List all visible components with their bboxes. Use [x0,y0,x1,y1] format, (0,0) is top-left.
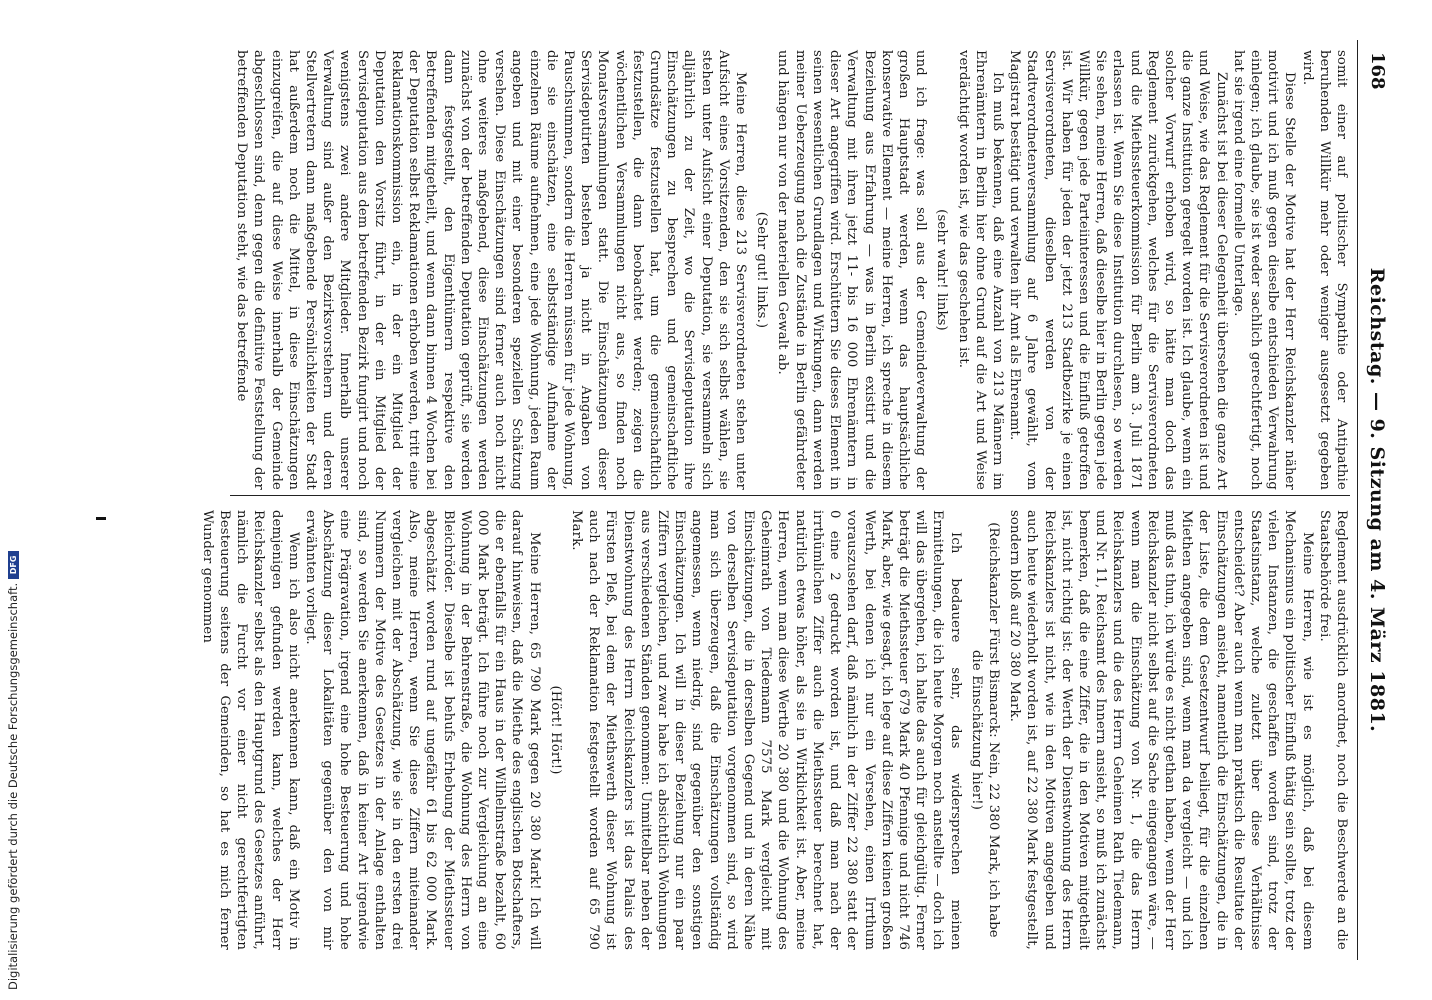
column-divider [230,495,1350,496]
page-number: 168 [1367,52,1388,90]
paragraph: somit einer auf politischer Sympathie oder Antipathie beruhenden Willkür mehr oder weniger ausgesetzt gegeben wird. [1299,50,1349,490]
page-title: Reichstag. — 9. Sitzung am 4. März 1881. [1366,267,1388,733]
page-header [1357,40,1392,960]
interjection: (Sehr gut! links.) [754,211,770,329]
footer-text: Digitalisierung gefördert durch die Deutsche Forschungsgemeinschaft. [6,582,20,990]
digitization-footer [6,551,20,990]
left-column [233,50,1350,490]
paragraph: Ich bedauere sehr, das widersprechen meinen Ermittelungen, die ich heute Morgen noch anstellte — doch ich will das übergehen, ich halte das auch für gleichgültig. Ferner beträgt die Miethssteuer 679 Mark 40 Pfennige und nicht 746 Mark, aber, wie gesagt, ich lege auf diese Ziffern keinen großen Werth, bei denen ich nur ein Versehen, einen Irrthum vorauszusehen darf, daß nämlich in der Ziffer 22 380 statt der 0 eine 2 gedruckt worden ist, und daß man nach der irrthümlichen Ziffer auch die Miethssteuer berechnet hat, natürlich etwas höher, als sie in Wirklichkeit ist. Aber, meine Herren, wenn man diese Werthe 20 380 und die Wohnung des Geheimrath von Tiedemann 7575 Mark vergleicht mit Einschätzungen, die in derselben Gegend und in deren Nähe von derselben Servisdeputation vorgenommen sind, so wird man sich überzeugen, daß die Einschätzungen vollständig angemessen, wenn niedrig, sind gegenüber den sonstigen Einschätzungen. Ich will in dieser Beziehung nur ein paar Ziffern vergleichen, und zwar habe ich absichtlich Wohnungen aus verschiedenen Ständen genommen: Unmittelbar neben der Dienstwohnung des Herrn Reichskanzlers ist das Palais des Fürsten Pleß, bei dem der Miethswerth dieser Wohnung ist auch nach der Reklamation festgestellt worden auf 65 790 Mark. [569,510,963,950]
paragraph: und ich frage: was soll aus der Gemeindeverwaltung der großen Hauptstadt werden, wenn das hauptsächliche konservative Element — meine Herren, ich spreche in diesem Beziehung aus Erfahrung — was in Berlin existirt und die Verwaltung mit ihren jetzt 11- bis 16 000 Ehrenämtern in dieser Art angegriffen wird. Erschüttern Sie dieses Element in seinen wesentlichen Grundlagen und Wirkungen, dann werden meiner Ueberzeugung nach die Zustände in Berlin gefährdeter und hängen nur von der materiellen Gewalt ab. [775,50,929,490]
right-column [199,510,1350,950]
paragraph: Zunächst ist bei dieser Gelegenheit übersehen die ganze Art und Weise, wie das Reglement für die Servisverordneten ist und die ganze Institution geregelt worden ist. Ich glaube, wenn ein solcher Vorwurf erhoben wird, so hätte man doch das Reglement zurückgehen, welches für die Servisverordneten und die Miethssteuerkommission für Berlin am 3. Juli 1871 erlassen ist. Wenn Sie diese Institution durchlesen, so werden Sie sehen, meine Herren, daß dieselbe hier in Berlin gegen jede Willkür, gegen jede Parteiinteressen und die Einfluß getroffen ist. Wir haben für jeden der jetzt 213 Stadtbezirke je einen Servisverordneten, dieselben werden von der Stadtverordnetenversammlung auf 6 Jahre gewählt, vom Magistrat bestätigt und verwalten ihr Amt als Ehrenamt. [1007,50,1229,490]
rotated-page [82,40,1392,960]
paragraph: Ich muß bekennen, daß eine Anzahl von 213 Männern im Ehrenämtern in Berlin hier ohne Grund auf die Art und Weise verdächtigt worden ist, wie das geschehen ist. [955,50,1005,490]
paragraph: Diese Stelle der Motive hat der Herr Reichskanzler näher motivirt und ich muß gegen dieselbe entschieden Verwahrung einlegen; ich glaube, sie ist weder sachlich gerechtfertigt, noch hat sie irgend eine formelle Unterlage. [1230,50,1298,490]
interjection: (sehr wahr! links) [934,209,950,331]
paragraph: Meine Herren, wie ist es möglich, daß bei diesem Mechanismus ein politischer Einfluß thätig sein sollte, trotz der vielen Instanzen, die geschaffen worden sind, trotz der Staatsinstanz, welche zuletzt über diese Verhältnisse entscheidet? Aber auch wenn man praktisch die Resultate der Einschätzungen ansieht, namentlich die Einschätzungen, die in der Liste, die dem Gesetzentwurf beiliegt, für die einzelnen Miethen angegeben sind, wenn man da vergleicht — und ich muß das thun, ich würde es nicht gethan haben, wenn der Herr Reichskanzler nicht selbst auf die Sache eingegangen wäre, — wenn man die Einschätzung von Nr. 1, die das Herrn Reichskanzlers und die des Herrn Geheimen Rath Tiedemann, und Nr. 11, Reichsamt des Innern ansieht, so muß ich zunächst bemerken, daß die eine Ziffer, die in den Motiven mitgetheilt ist, nicht richtig ist: der Werth der Dienstwohnung des Herrn Reichskanzlers ist nicht, wie in den Motiven angegeben und auch heute wiederholt worden ist, auf 22 380 Mark festgestellt, sondern bloß auf 20 380 Mark. [1007,510,1315,950]
paragraph: Meine Herren, diese 213 Servisverordneten stehen unter Aufsicht eines Vorsitzenden, den sie sich selbst wählen, sie stehen unter Aufsicht einer Deputation, sie versammeln sich alljährlich zu der Zeit, wo die Servisdeputation ihre Einschätzungen zu besprechen und gemeinschaftliche Grundsätze festzustellen hat, um die gemeinschaftlich festzustellen, die dann beobachtet werden; zeigen die wöchentlichen Versammlungen nicht aus, so finden noch Monatsversammlungen statt. Die Einschätzungen dieser Servisdeputirten bestehen ja nicht in Angaben von Pauschsummen, sondern die Herren müssen für jede Wohnung, die sie einschätzen, eine selbstständige Aufnahme der einzelnen Räume aufnehmen, eine jede Wohnung, jeden Raum angeben und mit einer besonderen speziellen Schätzung versehen. Diese Einschätzungen sind ferner auch noch nicht ohne weiteres maßgebend, diese Einschätzungen werden zunächst von der betreffenden Deputation geprüft, sie werden dann festgestellt, den Eigenthümern respektive den Betreffenden mitgetheilt, und wenn dann binnen 4 Wochen bei der Deputation selbst Reklamationen erhoben werden, tritt eine Reklamationskommission ein, in der ein Mitglied der Deputation den Vorsitz führt, in der ein Mitglied der Servisdeputation aus dem betreffenden Bezirk fungirt und noch wenigstens zwei andere Mitglieder. Innerhalb unserer Verwaltung sind außer den Bezirksvorstehern und deren Stellvertretern dann maßgebende Persönlichkeiten der Stadt hat außerdem noch die Mittel, in diese Einschätzungen einzugreifen, die auf diese Weise innerhalb der Gemeinde abgeschlossen sind, denn gegen die definitive Feststellung der betreffenden Deputation steht, wie das betreffende [234,50,749,490]
interjection: (Reichskanzler Fürst Bismarck: Nein, 22 380 Mark, ich habe die Einschätzung hier!) [968,522,1001,938]
paragraph: Meine Herren, 65 790 Mark gegen 20 380 Mark! Ich will darauf hinweisen, daß die Miethe des englischen Botschafters, die er ebenfalls für ein Haus in der Wilhelmstraße bezahlt, 60 000 Mark beträgt. Ich führe noch zur Vergleichung an eine Wohnung in der Behrenstraße, die Wohnung des Herrn von Bleichröder. Dieselbe ist behufs Erhebung der Miethssteuer abgeschätzt worden rund auf ungefähr 61 bis 62 000 Mark. Also, meine Herren, wenn Sie diese Ziffern miteinander vergleichen mit der Abschätzung, wie sie in den ersten drei Nummern der Motive des Gesetzes in der Anlage enthalten sind, so werden Sie anerkennen, daß in keiner Art irgendwie eine Prägravation, irgend eine hohe Besteuerung und hohe Abschätzung dieser Lokalitäten gegenüber den von mir erwähnten vorliegt. [303,510,542,950]
interjection: (Hört! Hört!) [547,685,563,775]
paragraph: Reglement ausdrücklich anordnet, noch die Beschwerde an die Staatsbehörde frei. [1316,510,1349,950]
paragraph: Wenn ich also nicht anerkennen kann, daß ein Motiv in demjenigen gefunden werden kann, welches der Herr Reichskanzler selbst als den Hauptgrund des Gesetzes anführt, nämlich die Furcht vor einer nicht gerechtfertigten Besteuerung seitens der Gemeinden, so hat es mich ferner Wunder genommen [199,510,301,950]
dfg-logo-icon: DFG [8,551,19,579]
margin-mark [96,517,106,520]
